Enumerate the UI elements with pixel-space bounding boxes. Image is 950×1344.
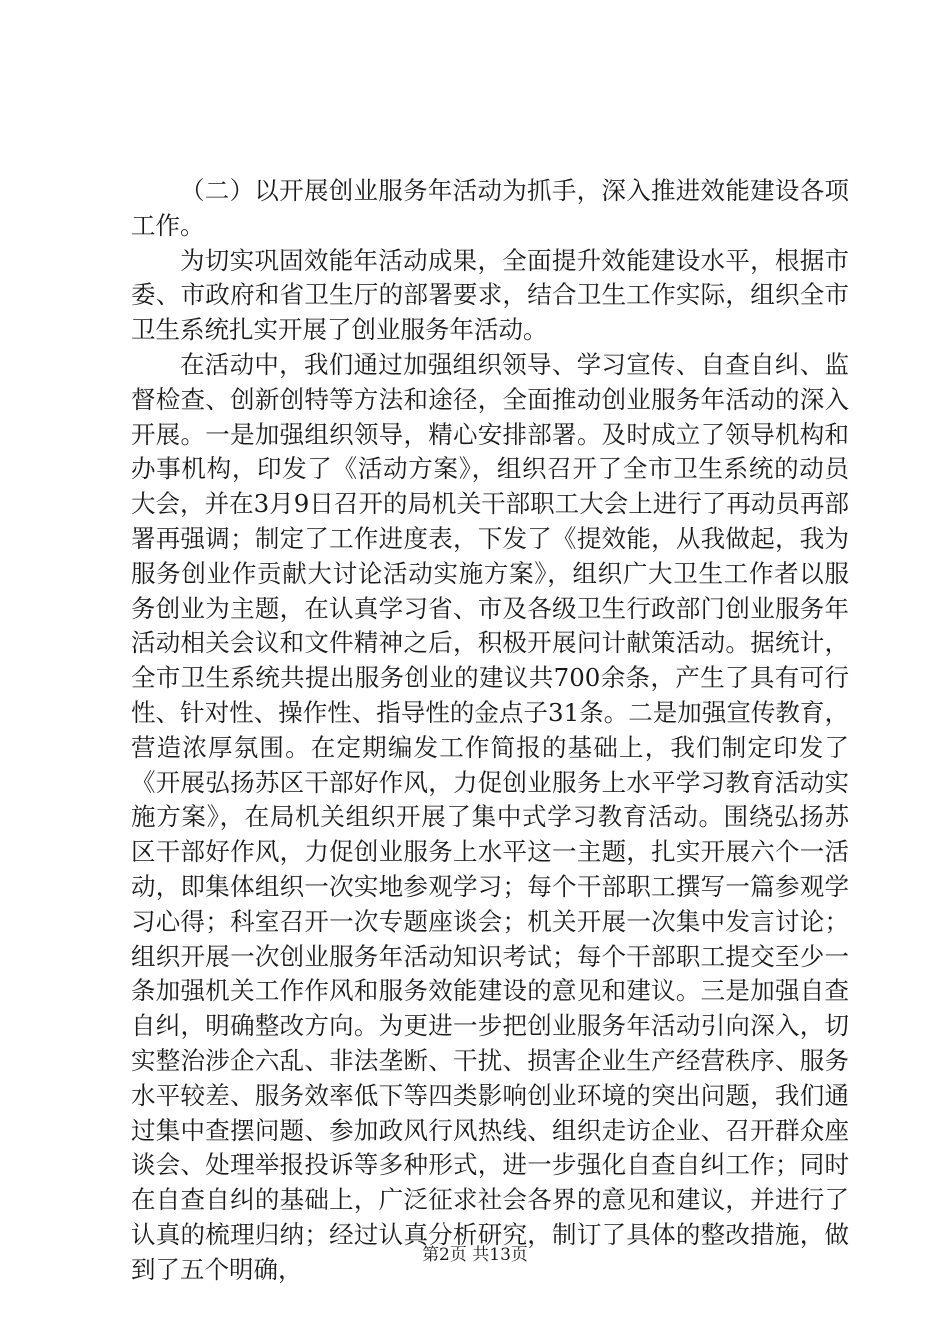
- page-number-footer: 第2页 共13页: [422, 1245, 528, 1265]
- body-paragraph: 为切实巩固效能年活动成果，全面提升效能建设水平，根据市委、市政府和省卫生厅的部署要求，结合卫生工作实际，组织全市卫生系统扎实开展了创业服务年活动。: [131, 245, 849, 345]
- document-body: [131, 174, 849, 1288]
- body-paragraph: 在活动中，我们通过加强组织领导、学习宣传、自查自纠、监督检查、创新创特等方法和途径，全面推动创业服务年活动的深入开展。一是加强组织领导，精心安排部署。及时成立了领导机构和办事机构，印发了《活动方案》，组织召开了全市卫生系统的动员大会，并在3月9日召开的局机关干部职工大会上进行了再动员再部署再强调；制定了工作进度表，下发了《提效能，从我做起，我为服务创业作贡献大讨论活动实施方案》，组织广大卫生工作者以服务创业为主题，在认真学习省、市及各级卫生行政部门创业服务年活动相关会议和文件精神之后，积极开展问计献策活动。据统计，全市卫生系统共提出服务创业的建议共700余条，产生了具有可行性、针对性、操作性、指导性的金点子31条。二是加强宣传教育，营造浓厚氛围。在定期编发工作简报的基础上，我们制定印发了《开展弘扬苏区干部好作风，力促创业服务上水平学习教育活动实施方案》，在局机关组织开展了集中式学习教育活动。围绕弘扬苏区干部好作风，力促创业服务上水平这一主题，扎实开展六个一活动，即集体组织一次实地参观学习；每个干部职工撰写一篇参观学习心得；科室召开一次专题座谈会；机关开展一次集中发言讨论；组织开展一次创业服务年活动知识考试；每个干部职工提交至少一条加强机关工作作风和服务效能建设的意见和建议。三是加强自查自纠，明确整改方向。为更进一步把创业服务年活动引向深入，切实整治涉企六乱、非法垄断、干扰、损害企业生产经营秩序、服务水平较差、服务效率低下等四类影响创业环境的突出问题，我们通过集中查摆问题、参加政风行风热线、组织走访企业、召开群众座谈会、处理举报投诉等多种形式，进一步强化自查自纠工作；同时在自查自纠的基础上，广泛征求社会各界的意见和建议，并进行了认真的梳理归纳；经过认真分析研究，制订了具体的整改措施，做到了五个明确，: [131, 349, 849, 1284]
- section-heading-paragraph: （二）以开展创业服务年活动为抓手，深入推进效能建设各项工作。: [131, 176, 849, 240]
